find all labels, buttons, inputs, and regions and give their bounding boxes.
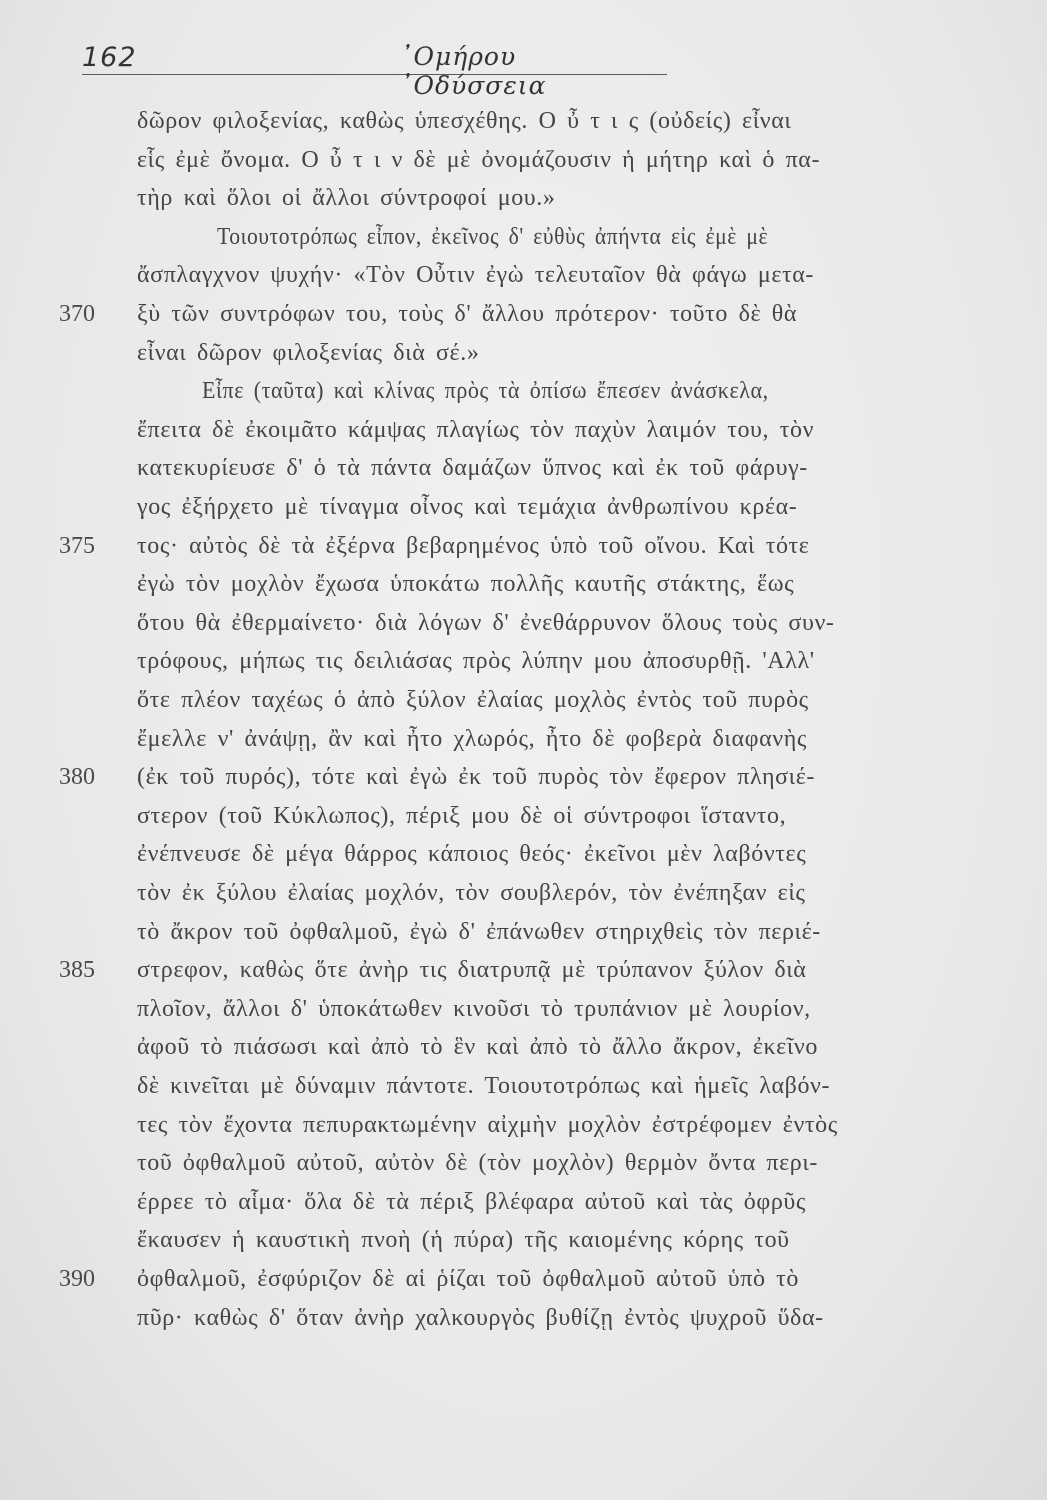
text-line: τος· αὐτὸς δὲ τὰ ἐξέρνα βεβαρημένος ὑπὸ τοῦ οἴνου. Καὶ τότε — [137, 533, 810, 559]
verse-line-number: 390 — [59, 1266, 95, 1292]
text-line: τὸν ἐκ ξύλου ἐλαίας μοχλόν, τὸν σουβλερόν, τὸν ἐνέπηξαν εἰς — [137, 880, 806, 906]
text-line: εἷς ἐμὲ ὄνομα. Ο ὖ τ ι ν δὲ μὲ ὀνομάζουσιν ἡ μήτηρ καὶ ὁ πα- — [137, 147, 821, 173]
text-line: ὀφθαλμοῦ, ἐσφύριζον δὲ αἱ ῥίζαι τοῦ ὀφθαλμοῦ αὐτοῦ ὑπὸ τὸ — [137, 1266, 800, 1292]
text-line: Εἶπε (ταῦτα) καὶ κλίνας πρὸς τὰ ὀπίσω ἔπεσεν ἀνάσκελα, — [202, 378, 769, 404]
text-line: τὸ ἄκρον τοῦ ὀφθαλμοῦ, ἐγὼ δ' ἐπάνωθεν στηριχθεὶς τὸν περιέ- — [137, 919, 821, 945]
verse-line-number: 375 — [59, 533, 95, 559]
text-line: ἐγὼ τὸν μοχλὸν ἔχωσα ὑποκάτω πολλῆς καυτῆς στάκτης, ἕως — [137, 571, 795, 597]
text-line: τὴρ καὶ ὅλοι οἱ ἄλλοι σύντροφοί μου.» — [137, 185, 556, 211]
text-line: ὅτου θὰ ἐθερμαίνετο· διὰ λόγων δ' ἐνεθάρρυνον ὅλους τοὺς συν- — [137, 610, 835, 636]
text-line: ἐνέπνευσε δὲ μέγα θάρρος κάποιος θεός· ἐκεῖνοι μὲν λαβόντες — [137, 841, 807, 867]
text-line: πλοῖον, ἄλλοι δ' ὑποκάτωθεν κινοῦσι τὸ τρυπάνιον μὲ λουρίον, — [137, 996, 811, 1022]
text-line: ὅτε πλέον ταχέως ὁ ἀπὸ ξύλον ἐλαίας μοχλὸς ἐντὸς τοῦ πυρὸς — [137, 687, 809, 713]
text-line: ἀφοῦ τὸ πιάσωσι καὶ ἀπὸ τὸ ἓν καὶ ἀπὸ τὸ ἄλλο ἄκρον, ἐκεῖνο — [137, 1034, 818, 1060]
text-line: εἶναι δῶρον φιλοξενίας διὰ σέ.» — [137, 340, 480, 366]
text-line: γος ἐξήρχετο μὲ τίναγμα οἶνος καὶ τεμάχια ἀνθρωπίνου κρέα- — [137, 494, 798, 520]
text-line: δὲ κινεῖται μὲ δύναμιν πάντοτε. Τοιουτοτρόπως καὶ ἡμεῖς λαβόν- — [137, 1073, 831, 1099]
text-line: στερον (τοῦ Κύκλωπος), πέριξ μου δὲ οἱ σύντροφοι ἵσταντο, — [137, 803, 787, 829]
text-line: κατεκυρίευσε δ' ὁ τὰ πάντα δαμάζων ὕπνος καὶ ἐκ τοῦ φάρυγ- — [137, 455, 808, 481]
text-line: ἄσπλαγχνον ψυχήν· «Τὸν Οὖτιν ἐγὼ τελευταῖον θὰ φάγω μετα- — [137, 262, 815, 288]
text-line: τοῦ ὀφθαλμοῦ αὐτοῦ, αὐτὸν δὲ (τὸν μοχλὸν) θερμὸν ὄντα περι- — [137, 1150, 819, 1176]
text-line: ξὺ τῶν συντρόφων του, τοὺς δ' ἄλλου πρότερον· τοῦτο δὲ θὰ — [137, 301, 798, 327]
text-line: τρόφους, μήπως τις δειλιάσας πρὸς λύπην μου ἀποσυρθῇ. 'Αλλ' — [137, 648, 815, 674]
text-line: ἔκαυσεν ἡ καυστικὴ πνοὴ (ἡ πύρα) τῆς καιομένης κόρης τοῦ — [137, 1227, 790, 1253]
text-line: ἔμελλε ν' ἀνάψῃ, ἂν καὶ ἦτο χλωρός, ἦτο δὲ φοβερὰ διαφανὴς — [137, 726, 807, 752]
page-header — [82, 40, 667, 100]
text-line: τες τὸν ἔχοντα πεπυρακτωμένην αἰχμὴν μοχλὸν ἐστρέφομεν ἐντὸς — [137, 1112, 838, 1138]
text-line: πῦρ· καθὼς δ' ὅταν ἀνὴρ χαλκουργὸς βυθίζῃ ἐντὸς ψυχροῦ ὕδα- — [137, 1305, 824, 1331]
verse-line-number: 380 — [59, 764, 95, 790]
verse-line-number: 385 — [59, 957, 95, 983]
text-line: (ἐκ τοῦ πυρός), τότε καὶ ἐγὼ ἐκ τοῦ πυρὸς τὸν ἔφερον πλησιέ- — [137, 764, 815, 790]
text-line: έρρεε τὸ αἷμα· ὅλα δὲ τὰ πέριξ βλέφαρα αὐτοῦ καὶ τὰς ὀφρῦς — [137, 1189, 806, 1215]
running-title: ᾽Ομήρου ᾽Οδύσσεια — [400, 42, 547, 100]
text-line: δῶρον φιλοξενίας, καθὼς ὑπεσχέθης. Ο ὖ τ ι ς (οὐδείς) εἶναι — [137, 108, 792, 134]
verse-line-number: 370 — [59, 301, 95, 327]
page-number: 162 — [82, 42, 137, 73]
text-line: Τοιουτοτρόπως εἶπον, ἐκεῖνος δ' εὐθὺς ἀπήντα εἰς ἐμὲ μὲ — [217, 224, 769, 250]
text-line: στρεφον, καθὼς ὅτε ἀνὴρ τις διατρυπᾷ μὲ τρύπανον ξύλον διὰ — [137, 957, 807, 983]
text-line: ἔπειτα δὲ ἐκοιμᾶτο κάμψας πλαγίως τὸν παχὺν λαιμόν του, τὸν — [137, 417, 815, 443]
